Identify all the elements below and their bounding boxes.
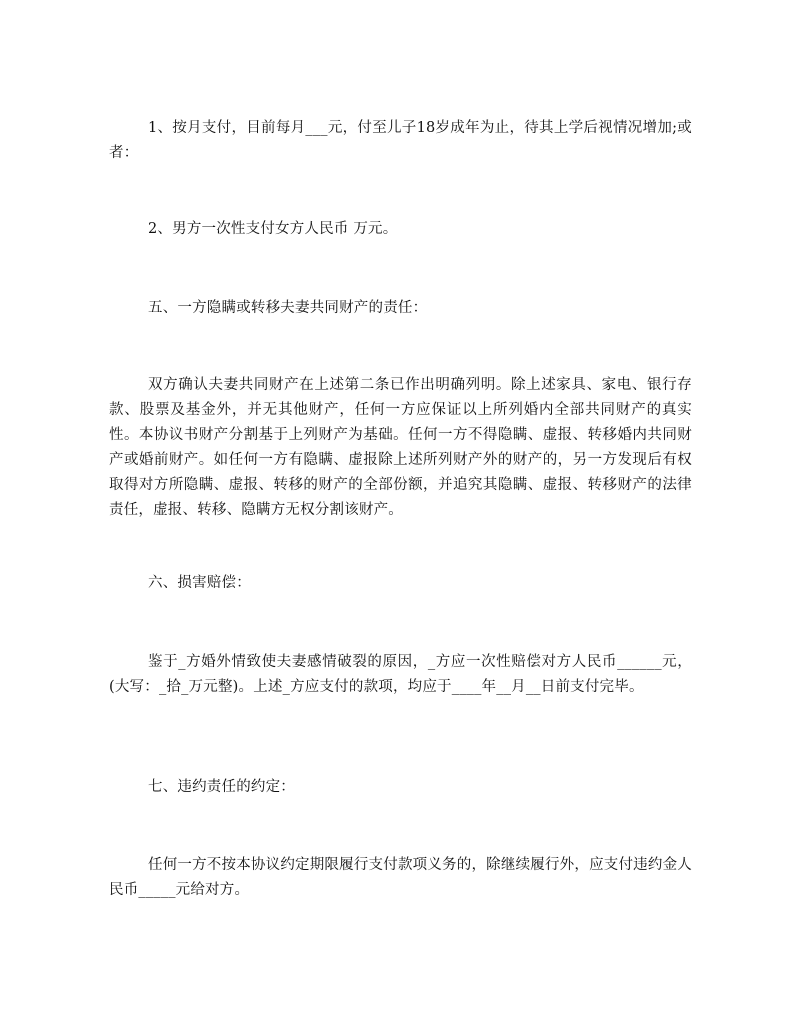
paragraph-damages: 鉴于_方婚外情致使夫妻感情破裂的原因，_方应一次性赔偿对方人民币______元，(大写：_拾_万元整)。上述_方应支付的款项，均应于____年__月__日前支付完毕。 bbox=[109, 654, 692, 695]
paragraph-lump-sum-payment: 2、男方一次性支付女方人民币 万元。 bbox=[148, 221, 398, 237]
paragraph-concealed-property: 双方确认夫妻共同财产在上述第二条已作出明确列明。除上述家具、家电、银行存款、股票及基金外，并无其他财产，任何一方应保证以上所列婚内全部共同财产的真实性。本协议书财产分割基于上列财产为基础。任何一方不得隐瞒、虚报、转移婚内共同财产或婚前财产。如任何一方有隐瞒、虚报除上述所列财产外的财产的，另一方发现后有权取得对方所隐瞒、虚报、转移的财产的全部份额，并追究其隐瞒、虚报、转移财产的法律责任，虚报、转移、隐瞒方无权分割该财产。 bbox=[109, 377, 692, 518]
section-heading-six: 六、损害赔偿： bbox=[148, 575, 251, 591]
paragraph-breach-liability: 任何一方不按本协议约定期限履行支付款项义务的，除继续履行外，应支付违约金人民币_____元给对方。 bbox=[109, 857, 692, 898]
paragraph-monthly-payment: 1、按月支付，目前每月___元，付至儿子18岁成年为止，待其上学后视情况增加;或者： bbox=[109, 120, 692, 161]
section-heading-seven: 七、违约责任的约定： bbox=[148, 779, 295, 795]
section-heading-five: 五、一方隐瞒或转移夫妻共同财产的责任： bbox=[148, 300, 428, 316]
